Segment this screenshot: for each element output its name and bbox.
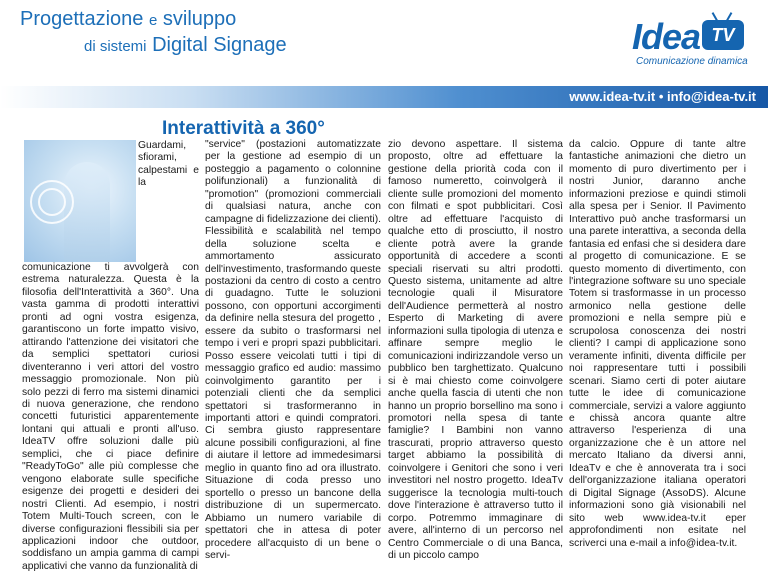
column-4-text: da calcio. Oppure di tante altre fantastiche animazioni che dietro un momento di puro divertimento per i nostri Junior, daranno anche informazioni preziose e quindi stimoli alla spesa per i Senior. Il Pavimento Interattivo può anche trasformarsi un una parete interattiva, a seconda della fantasia ed enfasi che si desidera dare al progetto di comunicazione. E se questo momento di divertimento, con l'integrazione software su uno speciale Totem si trasformasse in un processo armonico nella gestione delle promozioni e nella sempre più e scrupolosa conoscenza dei nostri clienti? I campi di applicazione sono veramente infiniti, diventa difficile per noi rappresentare tutti i possibili scenari. Siamo certi di poter aiutare tutte le idee di comunicazione commerciale, servizi a valore aggiunto e chissà ancora quante altre attraverso l'esperienza di una organizzazione che è un attore nel mercato Italiano da diversi anni, IdeaTv e che è annoverata tra i soci dell'organizzazione italiana operatori di Digital Signage (AssoDS). Alcune informazioni sono già visionabili nel sito web www.idea-tv.it eper approfondimenti non esitate nel scriverci una e-mail a info@idea-tv.it. [569, 139, 746, 549]
header-word-sviluppo: sviluppo [162, 8, 237, 30]
article-column-2 [205, 139, 381, 562]
ideatv-logo [632, 16, 752, 76]
article-title: Interattività a 360° [162, 118, 325, 139]
touch-ring-inner-icon [38, 188, 66, 216]
header-title [20, 7, 287, 59]
contact-text: www.idea-tv.it • info@idea-tv.it [569, 89, 756, 104]
header-word-e: e [148, 12, 158, 29]
header-word-digital-signage: Digital Signage [152, 34, 287, 56]
column-1-text: Guardami, sfiorami, calpestami e la comunicazione ti avvolgerà con estrema naturalezza. Questa è la filosofia dell'Interattività a 360°. Una vasta gamma di prodotti interattivi pronti ad ogni vostra esigenza, garantiscono un forte impatto visivo, attirando l'attenzione dei visitatori che da semplici spettatori curiosi diventeranno i veri attori del vostro messaggio promozionale. Non più solo pezzi di ferro ma sistemi dinamici di nuova generazione, che rendono concetti futuristici apparentemente lontani qui attuali e pronti all'uso. IdeaTV offre soluzioni dalle più semplici, che ci piace definire "ReadyToGo" alle più complesse che vengono elaborate sulle specifiche esigenze dei progetti e desideri dei nostri Clienti. Ad esempio, i nostri Totem Multi-Touch screen, con le diverse configurazioni flessibili sia per applicazioni indoor che outdoor, soddisfano un ampia gamma di campi applicativi che vanno da funzionalità di [22, 140, 199, 572]
article-column-4 [569, 139, 746, 550]
logo-word: Idea [632, 16, 701, 57]
logo-tagline: Comunicazione dinamica [636, 56, 748, 67]
header-word-progettazione: Progettazione [20, 8, 144, 30]
logo-tv-icon: TV [702, 20, 744, 50]
header-word-di-sistemi: di sistemi [84, 38, 147, 55]
contact-band [0, 86, 768, 108]
column-2-text: "service" (postazioni automatizzate per la gestione ad esempio di un posteggio a pagamento o colonnine polifunzionali) a funzionalità di "promotion" (promozioni commerciali di qualsiasi natura, anche con campagne di fidelizzazione dei clienti). Flessibilità e scalabilità nel tempo della soluzione scelta e ammortamento assicurato dell'investimento, trasformando queste postazioni da centro di costo a centro di guadagno. Tutte le soluzioni possono, con opportuni accorgimenti da definire nella stesura del progetto , essere da subito o trasformarsi nel tempo i veri e propri spazi pubblicitari. Posso essere veicolati tutti i tipi di messaggio grafico ed audio: massimo coinvolgimento garantito per i potenziali clienti che da semplici spettatori si trasformeranno in importanti attori e quindi compratori. Ci sembra giusto rappresentare alcune possibili configurazioni, al fine di aiutare il lettore ad immedesimarsi meglio in quanto fino ad ora illustrato. Situazione di coda presso uno sportello o presso un bancone della distribuzione di un supermercato. Abbiamo un numero variabile di spettatori che in attesa di poter procedere all'acquisto di un bene o servi- [205, 139, 381, 561]
column-3-text: zio devono aspettare. Il sistema proposto, oltre ad effettuare la gestione della priorità coda con il famoso numeretto, coinvolgerà il cliente sulle promozioni del momento con filmati e spot pubblicitari. Così oltre ad effettuare l'acquisto di qualche etto di prosciutto, il nostro cliente potrà avere la grande opportunità di accedere a sconti speciali riservati su altri prodotti. Questo sistema, unitamente ad altre tecnologie quali il Misuratore dell'Audience permetterà al nostro Esperto di Marketing di avere informazioni sulla tipologia di utenza e affinare sempre meglio le comunicazioni indirizzandole verso un pubblico ben targhettizato. Qualcuno si è mai chiesto come coinvolgere anche quella fascia di utenti che non hanno un proprio borsellino ma sono i promotori nella spesa di tante famiglie? I Bambini non vanno trascurati, proprio attraverso questo target abbiamo la possibilità di coinvolgere i Genitori che sono i veri investitori nel nostro progetto. IdeaTv suggerisce la tecnologia multi-touch dove l'interazione è attraverso tutto il corpo. Potremmo immaginare di avere, all'interno di un percorso nel Centro Commerciale o di una Banca, di un piccolo campo [388, 139, 563, 561]
interactive-photo [24, 140, 136, 262]
article-column-3 [388, 139, 563, 562]
